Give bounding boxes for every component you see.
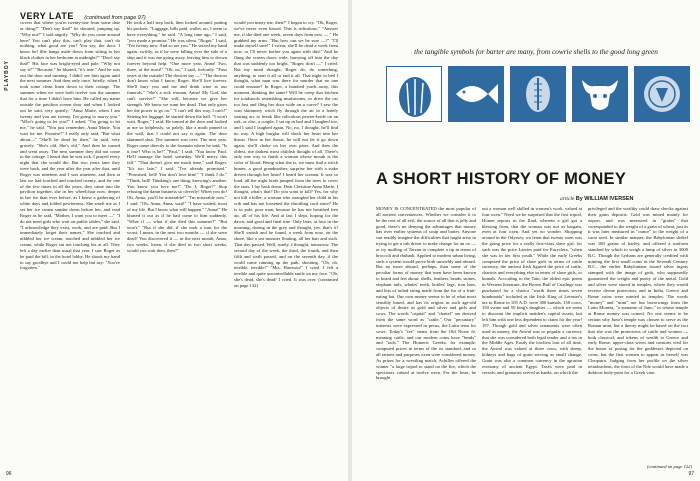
continued-note: (continued on page 122): [646, 464, 692, 469]
coin-icon: [634, 66, 690, 122]
article-column-3: privileged and the wealthy could draw checks against their grain deposits. Gold was mined mainly for export, and was measured in "grains" that corresponded to the weight of a grain of wheat, just as it was later measured in "ounce" to the weight of a carat seed. In similar manner, the Babylonian shekel was 180 grains of barley, and offered a uniform standard by which to weigh a lump of silver in 3000 B.C. Though the Lydians are generally credited with minting the first small coins in the Seventh Century B.C., the earlier Babylonians issued silver ingots stamped with the image of gods, who supposedly guaranteed the weight and purity of the metal. Gold and silver were stored in temples, where they would receive divine protection, and in India, Greece and Rome coins were minted in temples. The words "money" and "mint" are but borrowings from the Latin Moneta, "a surname of Juno," in whose temple at Rome money was coined. No one seems to be certain why Juno's temple was chosen to serve as the Roman mint, but a theory might be based on the fact that she was the protectress of cattle and women — both classical, and tokens of wealth to Greece and early Rome, upper-class wives and consorts vied for the honor of posing for the goddesses depicted on coins, but the first women to appear as herself was Cleopatra. Judging from her profile on the silver tetradrachms, the form of the Nile would have made a dubious body-print for a Greek vase.: [588, 206, 688, 375]
article-column-1: MONEY IS CONCENTRATED the most popular of all ancient conveniences. Whether we consider it to be the root of all evil, the source of all that is jolly and good, there's no denying the advantages that money has over earlier systems of swap and barter. Anyone can readily imagine the difficulties that might arise in trying to get a cab driver to make change for an ox — or try mulling of Tarzan to complete a tip in terms of broccoli and rhubarb. Applied to modern urban living, such a system would prove both unwieldy and absurd. But no more absurd, perhaps, than some of the peculiar forms of money that men have been known to hoard and fret about: shells, feathers, beads, stones, elephant tails, whales' teeth, bottles' legs, iron bars, and bits of tufted string made from the fur of a fruit-eating bat. Our own money seems to be of what most sensibly based, and has its origins in such age-old objects of desire as gold and silver and girls and cows. The words "capital" and "chattel" are derived from the same word as "cattle." Our "pecuniary" interests were expressed in pecus, the Latin term for cows. Today's "fee" stems from the Old Norse fé, meaning cattle, and our modern coins have "heads" and "tails." The Homeric Greeks, for example, computed prices in terms of the ox standard, and so all rations and purposes oxen were considered money. As prizes for a wrestling match, Achilles offered the winner "a large tripod to stand on the fire, which the spectators valued at twelve oxen. For the loser, he brought: [376, 206, 476, 381]
article-column-2: out a woman well skilled in women's work, valued at four oxen." Need we be surprised that the first tripod, Homer reports in the Iliad, wherein a girl got a blessing from, that the woman was not as bargain, even at four oxen. And yet no wonder. Shopping around in the Odyssey, we learn that twenty oxen was the going price for a really first-class slave girl, for such was the price Laertes paid for Eurycleia, "when she was in her first youth." While the early Greeks computed the price of slave girls in terms of cattle currency, the ancient Irish figured the price of cattle, chariots and everything else in terms of slave girls, or kumals. According to the Tain, the oldest epic poem in Western literature, the Brown Bull of Cuailnge was purchased for a chariot "worth three times seven bondmaids" included in the Irish King of Leinster's tax to Rome in 105 A.D. were 300 kumals, 150 cows, 150 swine and 50 king's daughter — which we seem to discount the implicit maiden's capital assets, but left him with one less dependent to claim for the year! 197. Though gold and silver ornaments were often used as money, the Anwal was so popular a currency that she was considered both legal tender and a tax in the Middle Ages. Easily the lowliest lout of all time, the Anwal was valued at three cows, with sheep, kidneys and bags of grain serving as small change. Grain was also a common currency in the agrarian economy of ancient Egypt. Taxes were paid in cereals, and granaries served as banks, on which the: [482, 206, 582, 375]
bull-icon: [572, 66, 628, 122]
story-title: VERY LATE: [20, 11, 74, 21]
byline-author: By WILLIAM IVERSEN: [575, 196, 634, 202]
story-column-3: would you marry me, then?" I began to cry. "Oh, Roger, we've never even kissed. This is ridiculous." "Answer me, if she died one week, seven days from now — " He grabbed my arms. "But how can we be sure —?" "I'll make myself sure!" I swear, she'll be dead a week from now, or I'll never bother you again with this!" And he flung the screen doors wide, hurrying off into the day that was suddenly too bright. "Roger, don't —" I cried. But my mind thought, Roger do, do something, anything, to start it all or end it all. That night in bed I thought, what man was there for murder that no one could ensnare? In Roger, a hundred yards away, this moment, thinking the same? Will he creep that kitchen for toadstools resembling mushrooms, or drive the car too fast and fling her door wide on a curve? I saw the wan shimmery witch fly through the air in a lonely soaring arc to break like ridiculous pewter-bride on an oak, or else, a couple, I sat up in bed and I laughed too, and I said I laughed again. No, no, I thought, he'll find no way. A high burglar will shock her heart into her throat. Once in her throat, he will not let it go down again, she'll choke on her own pater. And then the oldest, she darkest most childish thought of all. There's only one way to finish a woman whose mouth is the color of blood. Being what she is, we must find a witch hunter, a good grandmother, surprise her with a stake driven through her heart! I heard her scream. It was so loud, all the night birds jumped from the trees to cover the stars. I lay back down. Dear Christine Anna Marie, I thought, what's that? Do you want to kill? Yes, for why not kill a killer, a woman who strangled her child in his crib and has not loosened the throttling cord since? He is so pale, poor man, because he has not breathed free air, all of his life. And at last I slept, hoping for the dawn, and good and final true. Only later, at four in the morning, dozing in the grey and thought, yes, that's it! She'll vanish and he found, a week from now, on the shore, like a sea monster floating, all her hair and such. That day passed. Well, surely, I thought, tomorrow. The second day of the week, the third, the fourth, and then fifth and sixth passed, and on the seventh day, if the world came running up the path, shouting. "Oh, oh, terrible, terrible!" "Mrs. Harrison!" I cried. I felt a terrible and quite uncontrollable smile on my face. "Oh, she's dead, she's dead! I cried. It was over. (continued on page 132): [234, 20, 338, 288]
fish-icon: [448, 66, 504, 122]
continuation-note: (continued from page 97): [84, 15, 146, 21]
story-column-1: covers that where you're twenty-one from some date or thing?" "Don't say that!" he shouted, jumping up. "Why not?" I said angrily. "Why do you come around here? You can't play this, can't play that, can't do nothing, what good are you? You say, the door. I know he! She hangs aside down from sitting to her black clothes in her bedroom at midnight?" "Don't say that!" His face was bright-eyed and pale. "Why not say it?" "Because," he blurted, "it's true." And he was out the door and running. I didn't see him again until the next summer. And then only once, briefly, when I took some clean linen down to their cottage. The summer when we were both twelve was the summer that for a time I didn't have him. He called my name outside the pavilion screen door and when I looked out he said, very quietly, "Anna Marie, when I am twenty and you are twenty, I'm going to marry you." "Who's going to let you?" I asked. "I'm going to let me," he said. "You just remember, Anna Marie. You wait for me. Promise?" I really only said, "But what about—" "She'll be dead by then," he said, very gravely. "She's old. She's old." And then he turned and went away. The next summer they did not come to the cottage. I heard that he was sick. I prayed every night that she would die. But two years later they were back, and the year after the year after that, until Roger was nineteen and I was nineteen, and then at last we had touched and touched twenty, and for one of the few times in all the years, they came into the pavilion together, she in her wheelchair now, deeper in her fur than ever before, as I knew a gathering of white days and folded pewterness. She smelt me as I set her ice cream sundae down before her, and read Roger as he said, "Mother, I want you to meet —" "I do not meet girls who wait on public tables," she said. "I acknowledge they exist, work, and are paid. But I immediately forget their names." She touched and nibbled her ice cream, touched and nibbled her ice cream, while Roger sat not touching his at all. They left a day earlier than usual that year. I saw Roger as he paid the bill, in the hotel lobby. He shook my hand to say goodbye and I could not help but say: "You've forgotten.": [20, 20, 120, 271]
story-column-2: He took a half step back, then looked around, patting his pockets. "Luggage, bills paid, wallet, no, I seem to have everything," he said. "A long time ago," I said, "you made a promise." He was silent. "Roger," I said, "I'm twenty now. And so are you." He seized my hand again, swiftly, as if he were falling over the side of a ship and it was me going away, leaving him to drown forever beyond help. "One more year, Anna! Two, three, at the most!" "Oh, no," I said, forlornly. "Four years at the outside! The doctors say —" "The doctors don't know what I know, Roger. She'll live forever. She'll bury you and me and drink wine at our funerals." "She's a sick woman, Anna! My God, she can't survive!" "She will, because we give her strength. We know we want her dead. That only gives her the power to go on." "I can't tell this way, I can't!" Seizing his luggage, he started down the hall. "I won't wait, Roger," I said. He turned at the door and looked at me so helplessly, so palely, like a moth pinned to the wall, that I could not say it again. The door slammed shut. The summer was over. The next year, Roger came directly to the fountain where he said, "Is it true? Who is he?" "Paul," I said. "You know Paul. He'll manage the hotel someday. We'll marry this fall." "That doesn't give me much time," said Roger. "It's too late," I said. "I've already promised." "Promised, hell! You don't love him!" "I think I do." "Think, hell! Thinking's one thing, knowing's another. You know you love me!" "Do I, Roger?" Stop refusing the damn business so cleverly! When you do! Oh, Anna, you'll be miserable!" "I'm miserable now." I said. "Oh, Anna, Anna, wait!" "I have waited, most of my life. But I know what will happen." "Anna!" He blurted it out as if he had come to him suddenly. "What if — what if she died this summer?" "But won't." "But if she did, if she took a turn for the worst, I mean, in the next two months — if she were dead? You discovered it — in the next month, Anna, two weeks, listen, if she died in two short weeks, would you wait then, then?": [127, 20, 227, 253]
cowrie-icon: [510, 66, 566, 122]
page-number: 96: [6, 471, 12, 477]
article-tagline: the tangible symbols for barter are many, from cowrie shells to the good long green: [414, 47, 658, 56]
right-page: [352, 0, 700, 481]
left-page: [0, 0, 348, 481]
page-number: 97: [688, 471, 694, 477]
article-byline: [560, 196, 634, 202]
magazine-side-label: PLAYBOY: [4, 60, 10, 91]
byline-prefix: article: [560, 196, 575, 202]
shell-icon: [386, 66, 442, 122]
article-title: A SHORT HISTORY OF MONEY: [376, 170, 627, 188]
